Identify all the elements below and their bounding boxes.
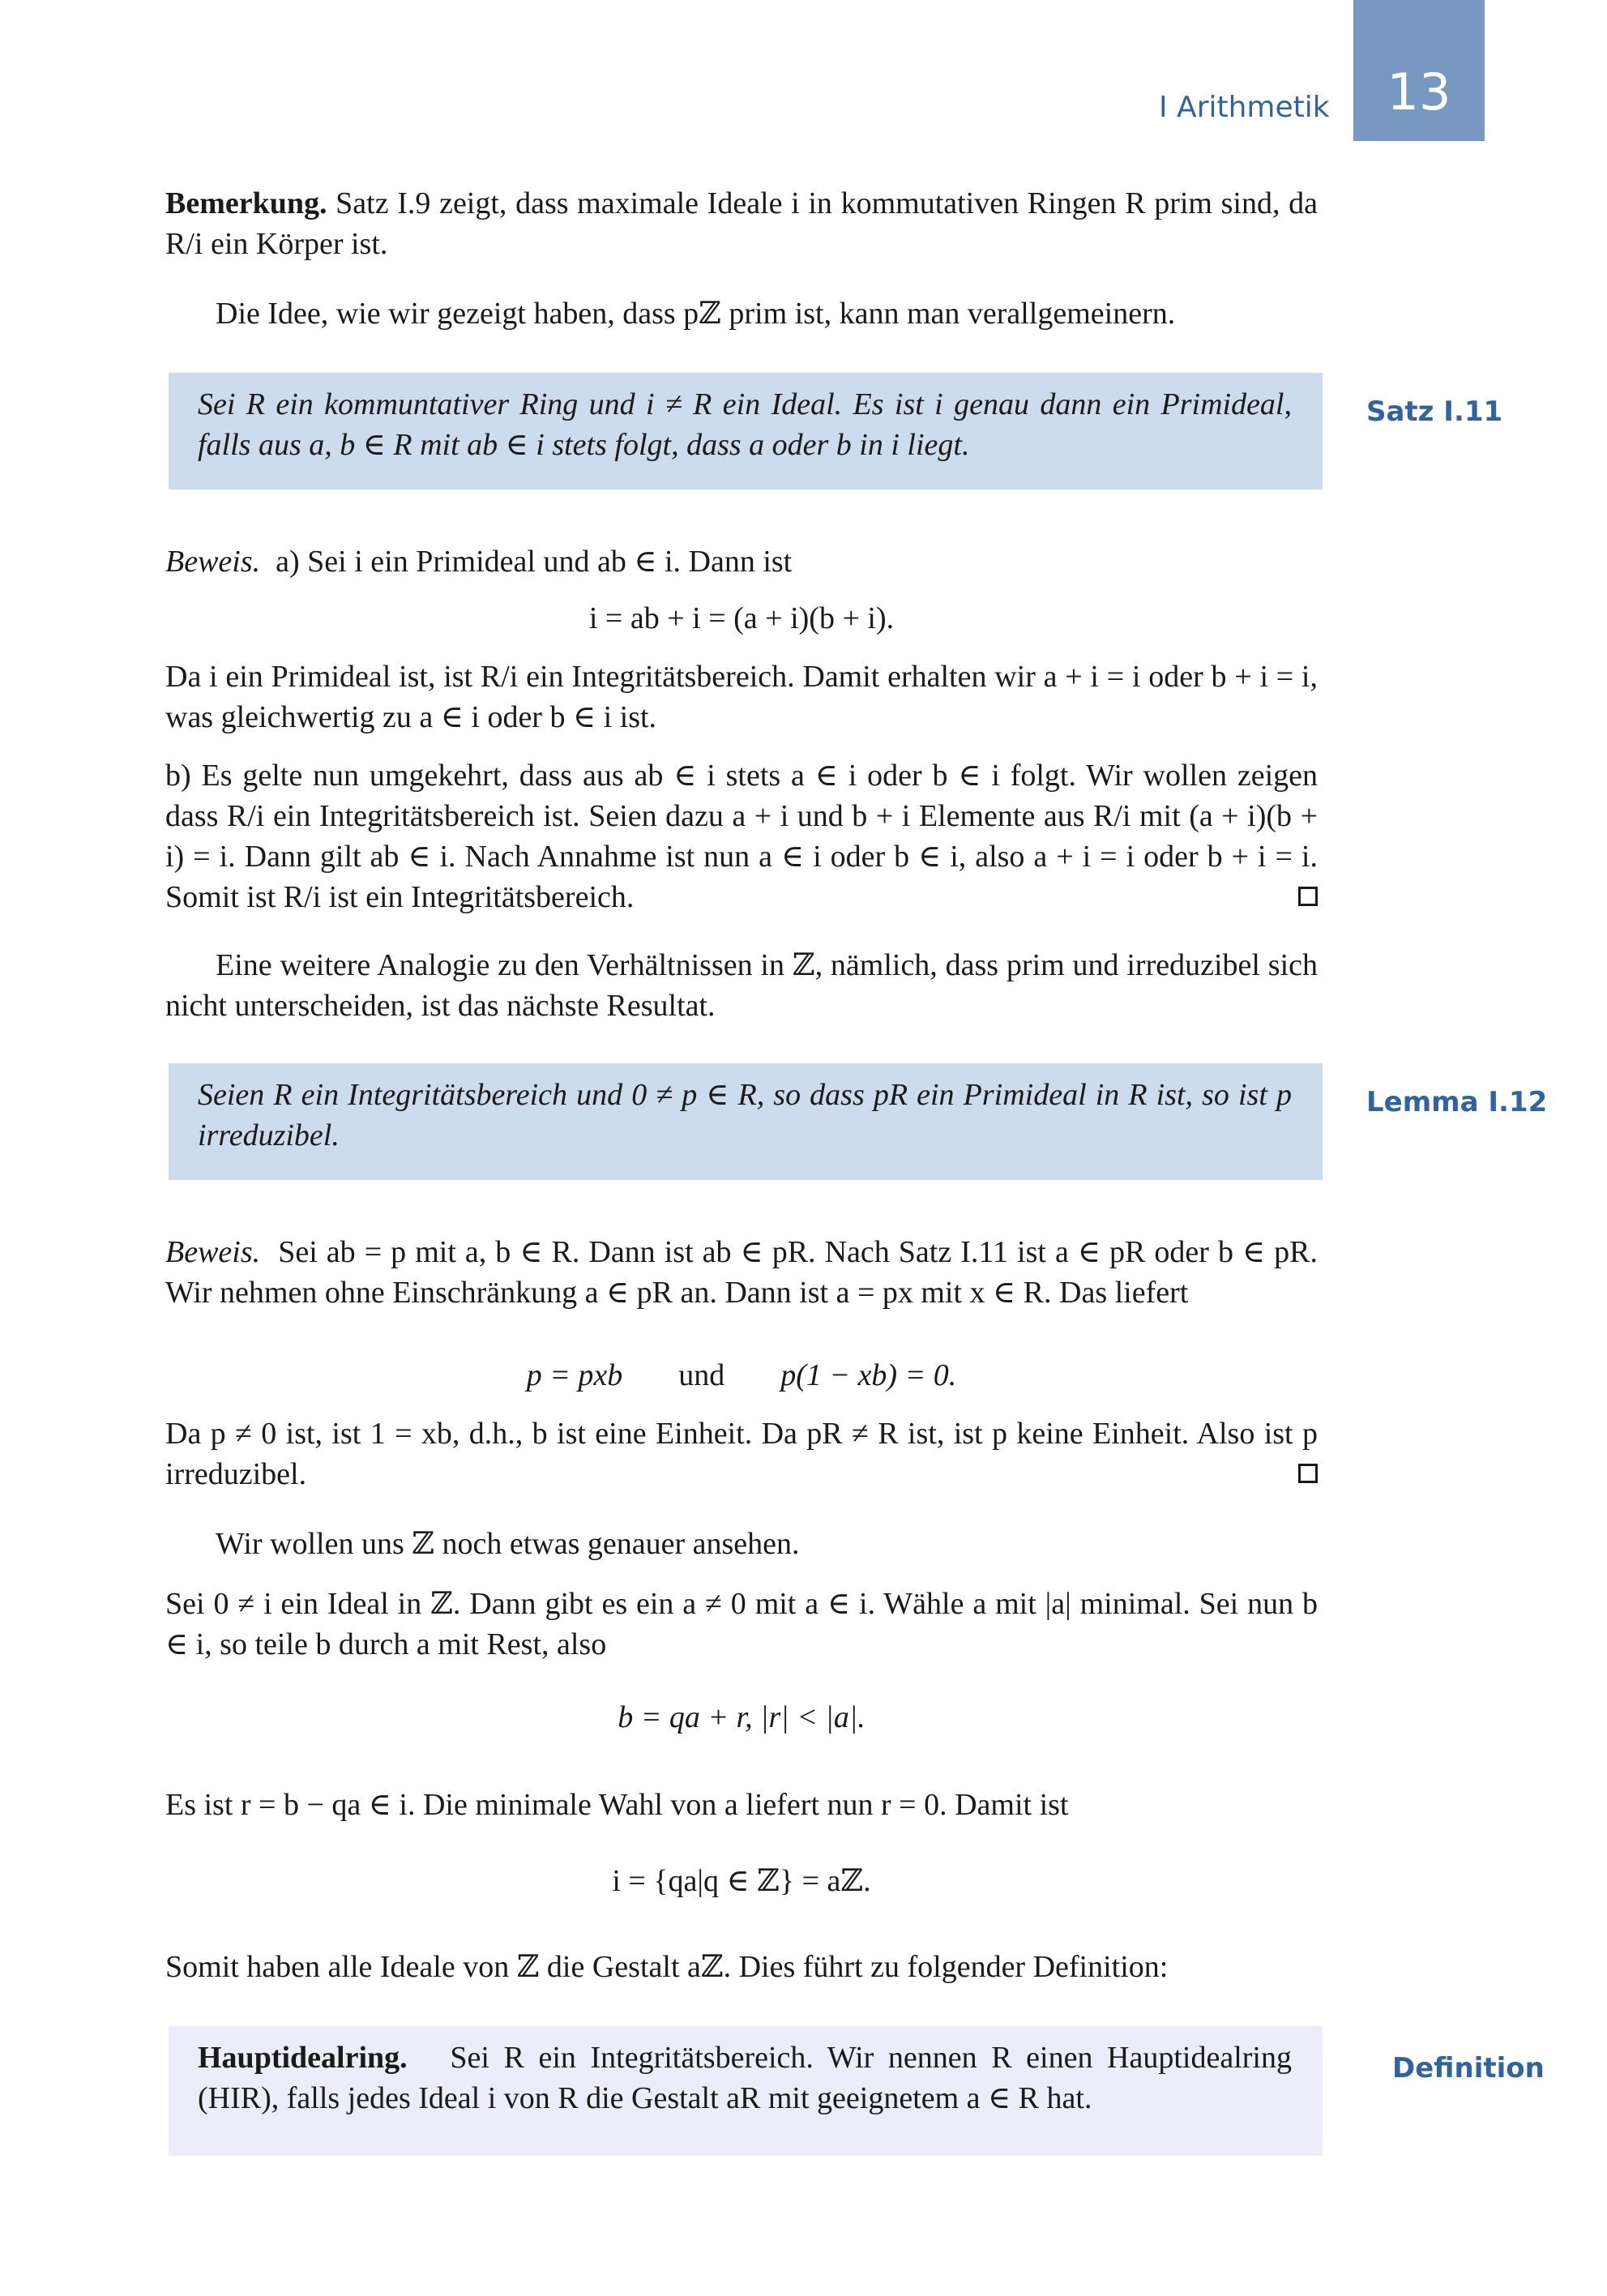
- definition-paragraph: [198, 2037, 1292, 2119]
- theorem-box: [169, 373, 1323, 490]
- z-paragraph: Wir wollen uns ℤ noch etwas genauer ansehen.: [216, 1527, 800, 1561]
- chapter-title: I Arithmetik: [1159, 91, 1330, 124]
- proof-2-lead: Beweis.: [165, 1235, 261, 1269]
- ideal-equation: i = {qa|q ∈ ℤ} = aℤ.: [612, 1864, 871, 1898]
- proof-2-paragraph: [165, 1232, 1318, 1313]
- analogy-paragraph: Eine weitere Analogie zu den Verhältnissen in ℤ, nämlich, dass prim und irreduzibel sich nicht unterscheiden, ist das nächste Resultat.: [165, 948, 1318, 1023]
- proof-1-part-b: [165, 755, 1318, 917]
- theorem-text: Sei R ein kommuntativer Ring und i ≠ R ein Ideal. Es ist i genau dann ein Primideal, falls aus a, b ∈ R mit ab ∈ i stets folgt, dass a oder b in i liegt.: [198, 387, 1292, 462]
- qed-square-icon: [1298, 1464, 1318, 1483]
- display-mid: und: [678, 1358, 725, 1392]
- proof-2-display-equation: [165, 1355, 1318, 1396]
- remainder-paragraph: Es ist r = b − qa ∈ i. Die minimale Wahl von a liefert nun r = 0. Damit ist: [165, 1788, 1069, 1822]
- qed-square-icon: [1298, 887, 1318, 906]
- remark-lead: Bemerkung.: [165, 186, 327, 220]
- display-left: p = pxb: [526, 1358, 623, 1392]
- proof-1-part-a: [165, 541, 1318, 582]
- proof-1-part-b-text: b) Es gelte nun umgekehrt, dass aus ab ∈ i stets a ∈ i oder b ∈ i folgt. Wir wollen zeigen dass R/i ein Integritätsbereich ist. Seien dazu a + i und b + i Elemente aus R/i mit (a + i)(b + i) = i. Dann gilt ab ∈ i. Nach Annahme ist nun a ∈ i oder b ∈ i, also a + i = i oder b + i = i. Somit ist R/i ist ein Integritätsbereich.: [165, 759, 1318, 914]
- lemma-text: Seien R ein Integritätsbereich und 0 ≠ p ∈ R, so dass pR ein Primideal in R ist, so ist p irreduzibel.: [198, 1078, 1292, 1152]
- idea-paragraph: Die Idee, wie wir gezeigt haben, dass pℤ prim ist, kann man verallgemeinern.: [216, 297, 1176, 331]
- page-number: 13: [1387, 62, 1451, 122]
- proof-1-display-equation: i = ab + i = (a + i)(b + i).: [588, 601, 895, 635]
- remark-text: Satz I.9 zeigt, dass maximale Ideale i in kommutativen Ringen R prim sind, da R/i ein Körper ist.: [165, 186, 1319, 261]
- proof-2-text: Sei ab = p mit a, b ∈ R. Dann ist ab ∈ pR. Nach Satz I.11 ist a ∈ pR oder b ∈ pR. Wir nehmen ohne Einschränkung a ∈ pR an. Dann ist a = px mit x ∈ R. Das liefert: [165, 1235, 1319, 1310]
- lemma-box: [169, 1063, 1323, 1180]
- proof-2-after: [165, 1413, 1318, 1494]
- ideal-paragraph: Sei 0 ≠ i ein Ideal in ℤ. Dann gibt es ein a ≠ 0 mit a ∈ i. Wähle a mit |a| minimal. Sei nun b ∈ i, so teile b durch a mit Rest, also: [165, 1587, 1318, 1661]
- proof-1-part-a-text: a) Sei i ein Primideal und ab ∈ i. Dann ist: [276, 545, 793, 579]
- theorem-label: Satz I.11: [1366, 395, 1503, 428]
- division-equation: b = qa + r, |r| < |a|.: [618, 1700, 865, 1734]
- proof-2-after-text: Da p ≠ 0 ist, ist 1 = xb, d.h., b ist eine Einheit. Da pR ≠ R ist, ist p keine Einheit. Also ist p irreduzibel.: [165, 1417, 1318, 1491]
- definition-lead: Hauptidealring.: [198, 2041, 408, 2075]
- definition-text: Sei R ein Integritätsbereich. Wir nennen R einen Hauptidealring (HIR), falls jedes Ideal i von R die Gestalt aR mit geeignetem a ∈ R hat.: [198, 2041, 1292, 2115]
- conclusion-paragraph: Somit haben alle Ideale von ℤ die Gestalt aℤ. Dies führt zu folgender Definition:: [165, 1950, 1169, 1984]
- definition-label: Definition: [1392, 2052, 1545, 2084]
- definition-box: [169, 2026, 1323, 2156]
- display-right: p(1 − xb) = 0.: [780, 1358, 957, 1392]
- lemma-label: Lemma I.12: [1366, 1086, 1548, 1118]
- page-number-tab: [1353, 0, 1485, 141]
- proof-1-after: Da i ein Primideal ist, ist R/i ein Integritätsbereich. Damit erhalten wir a + i = i oder b + i = i, was gleichwertig zu a ∈ i oder b ∈ i ist.: [165, 660, 1318, 734]
- proof-1-lead: Beweis.: [165, 545, 261, 579]
- remark-paragraph: [165, 183, 1318, 264]
